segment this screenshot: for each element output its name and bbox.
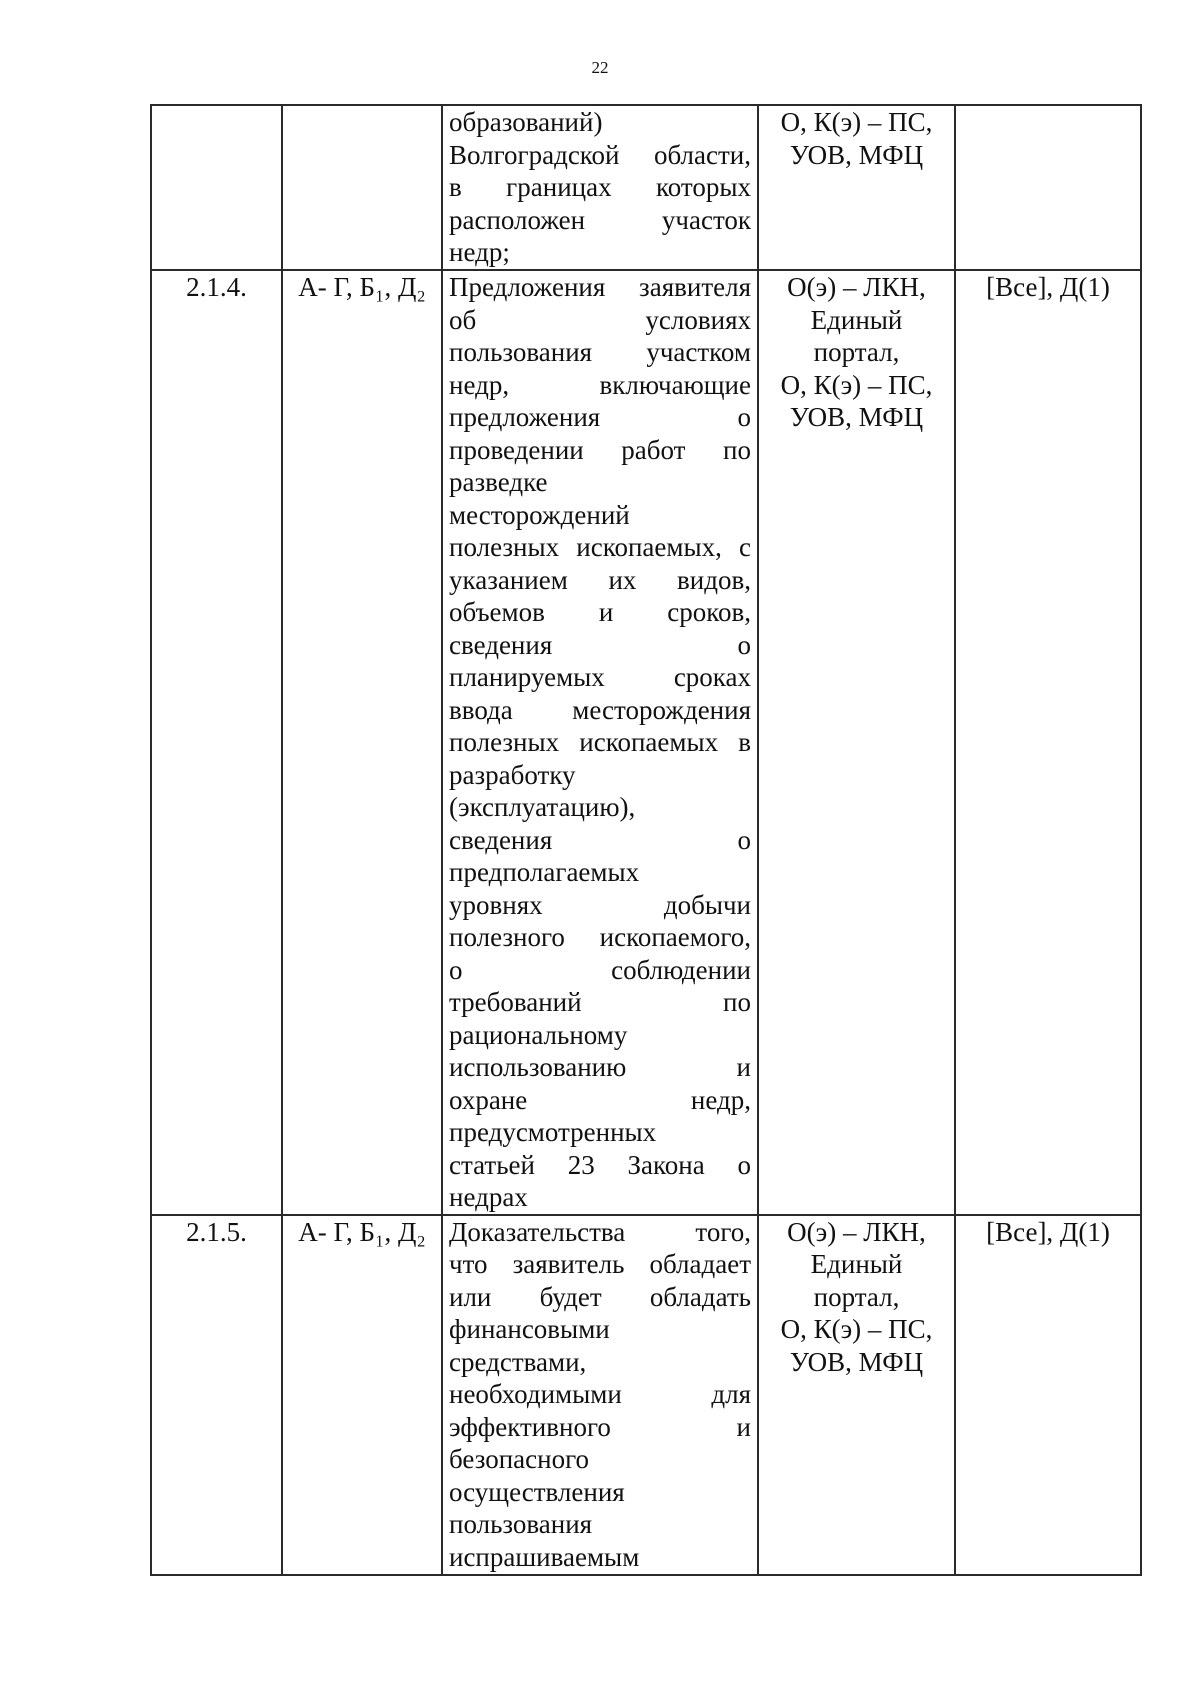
description-line: (эксплуатацию), bbox=[449, 792, 636, 822]
description-line: ввода месторождения bbox=[449, 694, 751, 725]
document-table bbox=[150, 104, 1142, 1576]
description-line: предложения о bbox=[449, 402, 751, 432]
description-line: Доказательства того, bbox=[449, 1216, 751, 1247]
description-line: сведения о bbox=[449, 629, 751, 660]
table-row bbox=[151, 270, 1141, 1215]
description-line: эффективного и bbox=[449, 1411, 751, 1442]
description-line: пользования участком bbox=[449, 337, 751, 367]
description-line: разработку bbox=[449, 759, 576, 790]
row-number-cell bbox=[151, 105, 282, 270]
description-line: недрах bbox=[449, 1182, 528, 1212]
conditions-cell bbox=[955, 105, 1141, 270]
description-line: необходимыми для bbox=[449, 1379, 751, 1409]
description-line: испрашиваемым bbox=[449, 1541, 640, 1572]
description-cell bbox=[442, 1215, 758, 1575]
submission-method-text: О(э) – ЛКН, Единый портал, О, К(э) – ПС, УОВ, МФЦ bbox=[780, 272, 933, 432]
description-line: указанием их видов, bbox=[449, 564, 751, 595]
submission-method-text: О, К(э) – ПС, УОВ, МФЦ bbox=[780, 107, 933, 170]
table-row bbox=[151, 105, 1141, 270]
table-row bbox=[151, 1215, 1141, 1575]
page-number: 22 bbox=[591, 58, 609, 77]
description-line: средствами, bbox=[449, 1346, 587, 1377]
category-cell: А- Г, Б₁, Д₂ bbox=[282, 270, 442, 1215]
submission-method-cell bbox=[758, 105, 955, 270]
description-cell bbox=[442, 105, 758, 270]
conditions-cell: [Все], Д(1) bbox=[955, 270, 1141, 1215]
description-line: безопасного bbox=[449, 1444, 589, 1474]
submission-method-cell bbox=[758, 270, 955, 1215]
description-cell bbox=[442, 270, 758, 1215]
description-line: недр; bbox=[449, 237, 510, 267]
description-line: что заявитель обладает bbox=[449, 1249, 751, 1279]
submission-method-text: О(э) – ЛКН, Единый портал, О, К(э) – ПС, УОВ, МФЦ bbox=[780, 1216, 933, 1377]
description-line: Волгоградской области, bbox=[449, 139, 751, 170]
submission-method-cell bbox=[758, 1215, 955, 1575]
description-line: полезных ископаемых в bbox=[449, 727, 751, 757]
description-line: предполагаемых bbox=[449, 857, 640, 887]
description-line: сведения о bbox=[449, 824, 751, 855]
description-line: полезного ископаемого, bbox=[449, 922, 751, 952]
description-line: о соблюдении bbox=[449, 954, 751, 985]
description-line: требований по bbox=[449, 987, 751, 1017]
description-line: осуществления bbox=[449, 1476, 625, 1507]
row-number-cell: 2.1.5. bbox=[151, 1215, 282, 1575]
description-line: Предложения заявителя bbox=[449, 272, 751, 302]
description-line: финансовыми bbox=[449, 1314, 610, 1344]
description-line: пользования bbox=[449, 1509, 593, 1539]
category-cell: А- Г, Б₁, Д₂ bbox=[282, 1215, 442, 1575]
description-line: месторождений bbox=[449, 499, 630, 530]
description-line: в границах которых bbox=[449, 172, 751, 202]
description-line: проведении работ по bbox=[449, 434, 751, 465]
description-line: предусмотренных bbox=[449, 1117, 657, 1147]
description-line: статьей 23 Закона о bbox=[449, 1149, 751, 1180]
description-line: планируемых сроках bbox=[449, 662, 751, 692]
conditions-cell: [Все], Д(1) bbox=[955, 1215, 1141, 1575]
description-line: недр, включающие bbox=[449, 369, 751, 400]
description-line: разведке bbox=[449, 467, 548, 497]
description-line: охране недр, bbox=[449, 1084, 751, 1115]
description-line: использованию и bbox=[449, 1052, 751, 1082]
description-line: полезных ископаемых, с bbox=[449, 532, 751, 562]
description-line: или будет обладать bbox=[449, 1281, 751, 1312]
row-number-cell: 2.1.4. bbox=[151, 270, 282, 1215]
category-cell bbox=[282, 105, 442, 270]
description-line: рациональному bbox=[449, 1019, 628, 1050]
description-line: об условиях bbox=[449, 304, 751, 335]
description-line: образований) bbox=[449, 107, 603, 137]
description-line: расположен участок bbox=[449, 204, 751, 235]
description-line: объемов и сроков, bbox=[449, 597, 751, 627]
description-line: уровнях добычи bbox=[449, 889, 751, 920]
